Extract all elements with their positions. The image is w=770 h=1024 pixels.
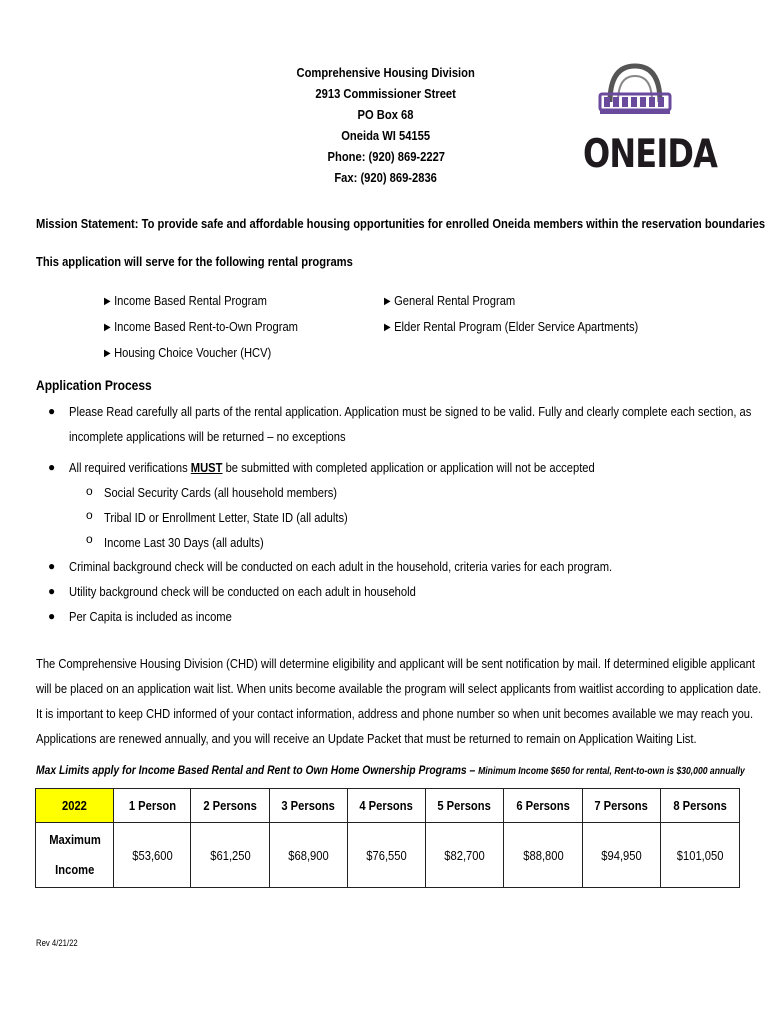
bullet-icon: ● — [48, 404, 56, 418]
list-item: Utility background check will be conducted on each adult in household — [69, 584, 416, 599]
header-cell: 7 Persons — [583, 789, 661, 823]
value-cell: $101,050 — [661, 823, 740, 888]
circle-bullet-icon: o — [86, 532, 93, 546]
triangle-bullet-icon: ▶ — [104, 322, 111, 333]
process-bullet-2: All required verifications MUST be submitted with completed application or application will not be accepted — [69, 460, 595, 475]
triangle-bullet-icon: ▶ — [384, 296, 391, 307]
po-box: PO Box 68 — [358, 107, 414, 122]
list-item: Income Last 30 Days (all adults) — [104, 535, 264, 550]
program-item: ▶ General Rental Program — [384, 288, 680, 314]
value-cell: $61,250 — [191, 823, 270, 888]
triangle-bullet-icon: ▶ — [104, 296, 111, 307]
mission-statement: Mission Statement: To provide safe and affordable housing opportunities for enrolled Oneida members within the reservation boundaries — [36, 216, 766, 231]
value-cell: $94,950 — [583, 823, 661, 888]
income-limits-table — [35, 788, 740, 888]
header-cell: 5 Persons — [426, 789, 504, 823]
row-label-cell: Maximum Income — [36, 823, 114, 888]
list-item: Social Security Cards (all household members) — [104, 485, 338, 500]
division-header — [236, 62, 536, 188]
fax-number: Fax: (920) 869-2836 — [334, 170, 438, 185]
chd-paragraph: The Comprehensive Housing Division (CHD) will determine eligibility and applicant will be sent notification by mail. If determined eligible applicant will be placed on an application wait list. When units become available the program will select applicants from waitlist according to application date. It is important to keep CHD informed of your contact information, address and phone number so when unit becomes available we may reach you. Applications are renewed annually, and you will receive an Update Packet that must be returned to remain on Application Waiting List. — [36, 656, 762, 746]
program-item: ▶ Elder Rental Program (Elder Service Apartments) — [384, 314, 680, 340]
header-cell: 1 Person — [114, 789, 191, 823]
triangle-bullet-icon: ▶ — [384, 322, 391, 333]
logo-wordmark: ONEIDA — [583, 132, 718, 177]
value-cell: $76,550 — [348, 823, 426, 888]
application-process-title: Application Process — [36, 377, 152, 393]
value-cell: $68,900 — [270, 823, 348, 888]
programs-left-list — [104, 288, 330, 366]
value-cell: $53,600 — [114, 823, 191, 888]
bullet-icon: ● — [48, 559, 56, 573]
triangle-bullet-icon: ▶ — [104, 348, 111, 359]
program-item: ▶ Income Based Rental Program — [104, 288, 330, 314]
programs-intro: This application will serve for the following rental programs — [36, 254, 353, 269]
city-state-zip: Oneida WI 54155 — [341, 128, 431, 143]
street-address: 2913 Commissioner Street — [315, 86, 457, 101]
list-item: Criminal background check will be conducted on each adult in the household, criteria varies for each program. — [69, 559, 613, 574]
list-item: Tribal ID or Enrollment Letter, State ID (all adults) — [104, 510, 348, 525]
header-cell: 4 Persons — [348, 789, 426, 823]
header-cell: 3 Persons — [270, 789, 348, 823]
bullet-icon: ● — [48, 609, 56, 623]
max-limits-note: Max Limits apply for Income Based Rental and Rent to Own Home Ownership Programs – Minimum Income $650 for rental, Rent-to-own is $30,000 annually — [36, 763, 745, 777]
header-cell: 2 Persons — [191, 789, 270, 823]
org-name: Comprehensive Housing Division — [296, 65, 476, 80]
phone-number: Phone: (920) 869-2227 — [327, 149, 445, 164]
table-row — [36, 823, 740, 888]
circle-bullet-icon: o — [86, 508, 93, 522]
table-header-row — [36, 789, 740, 823]
bullet-icon: ● — [48, 460, 56, 474]
program-item: ▶ Income Based Rent-to-Own Program — [104, 314, 330, 340]
bullet-icon: ● — [48, 584, 56, 598]
program-item: ▶ Housing Choice Voucher (HCV) — [104, 340, 330, 366]
header-cell: 8 Persons — [661, 789, 740, 823]
year-cell: 2022 — [36, 789, 114, 823]
list-item: Per Capita is included as income — [69, 609, 232, 624]
revision-date: Rev 4/21/22 — [36, 938, 78, 948]
programs-right-list — [384, 288, 680, 340]
header-cell: 6 Persons — [504, 789, 583, 823]
process-bullets-3-5 — [69, 554, 701, 629]
verification-sublist — [104, 480, 387, 555]
process-bullet-1: Please Read carefully all parts of the rental application. Application must be signed to be valid. Fully and clearly complete each section, as incomplete applications will be returned – no exceptions — [69, 404, 752, 444]
value-cell: $82,700 — [426, 823, 504, 888]
value-cell: $88,800 — [504, 823, 583, 888]
circle-bullet-icon: o — [86, 484, 93, 498]
